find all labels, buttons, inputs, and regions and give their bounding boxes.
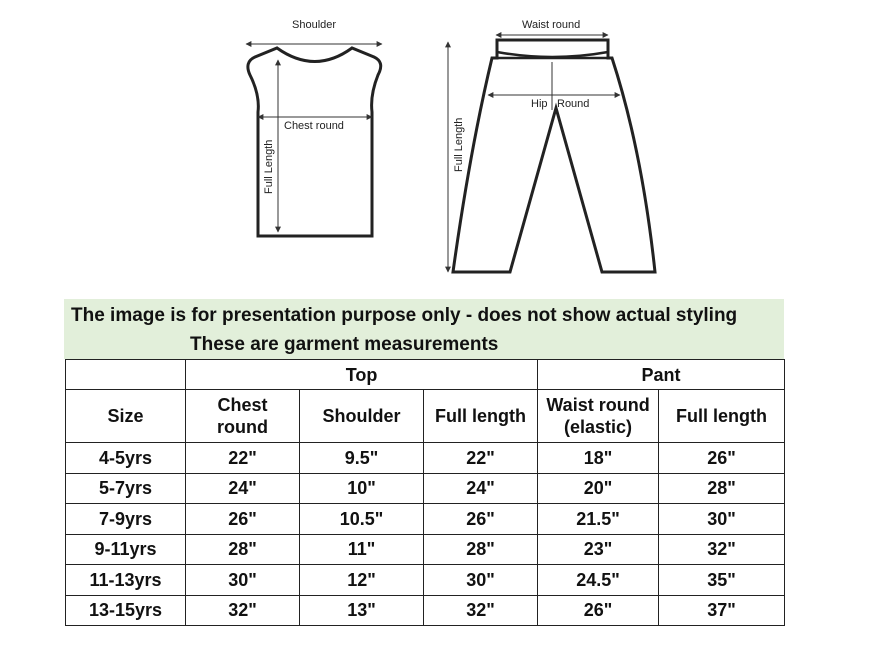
top-length-cell: 26": [424, 504, 538, 535]
waist-header-line1: Waist round: [546, 395, 650, 415]
pant-length-cell: 35": [659, 565, 785, 596]
presentation-notice: The image is for presentation purpose only - does not show actual styling: [71, 305, 738, 326]
round-label: Round: [557, 98, 590, 110]
garment-diagram: [0, 0, 882, 290]
size-chart-table: [65, 359, 785, 626]
pant-outline: [453, 40, 655, 272]
pant-length-cell: 26": [659, 443, 785, 474]
pant-length-cell: 30": [659, 504, 785, 535]
table-row: [66, 595, 785, 626]
waist-cell: 20": [538, 473, 659, 504]
shoulder-cell: 9.5": [300, 443, 424, 474]
top-length-cell: 22": [424, 443, 538, 474]
pant-length-cell: 37": [659, 595, 785, 626]
chest-round-label: Chest round: [284, 120, 344, 132]
chest-header-line2: round: [217, 417, 268, 437]
waist-cell: 18": [538, 443, 659, 474]
chest-cell: 22": [186, 443, 300, 474]
table-row: [66, 504, 785, 535]
pant-full-length-header: Full length: [659, 390, 785, 443]
chest-cell: 32": [186, 595, 300, 626]
top-length-cell: 30": [424, 565, 538, 596]
shoulder-cell: 11": [300, 534, 424, 565]
group-header-row: [66, 360, 785, 390]
waist-cell: 24.5": [538, 565, 659, 596]
table-row: [66, 565, 785, 596]
shoulder-header: Shoulder: [300, 390, 424, 443]
shoulder-cell: 13": [300, 595, 424, 626]
shoulder-cell: 10.5": [300, 504, 424, 535]
top-length-cell: 32": [424, 595, 538, 626]
waist-cell: 26": [538, 595, 659, 626]
size-cell: 9-11yrs: [66, 534, 186, 565]
waist-header-line2: (elastic): [564, 417, 633, 437]
hip-label: Hip: [531, 98, 548, 110]
empty-corner-cell: [66, 360, 186, 390]
chest-cell: 30": [186, 565, 300, 596]
top-full-length-label: Full Length: [263, 139, 275, 194]
shoulder-cell: 10": [300, 473, 424, 504]
waist-round-header: [538, 390, 659, 443]
chest-cell: 26": [186, 504, 300, 535]
waist-cell: 23": [538, 534, 659, 565]
size-cell: 13-15yrs: [66, 595, 186, 626]
notice-banner: [64, 299, 784, 359]
top-length-cell: 28": [424, 534, 538, 565]
size-cell: 11-13yrs: [66, 565, 186, 596]
chest-round-header: [186, 390, 300, 443]
top-group-header: Top: [186, 360, 538, 390]
column-header-row: [66, 390, 785, 443]
table-row: [66, 443, 785, 474]
size-cell: 7-9yrs: [66, 504, 186, 535]
chest-header-line1: Chest: [217, 395, 268, 415]
table-row: [66, 473, 785, 504]
pant-waistband: [497, 52, 608, 57]
chest-cell: 28": [186, 534, 300, 565]
pant-full-length-label: Full Length: [453, 117, 465, 172]
shoulder-cell: 12": [300, 565, 424, 596]
top-length-cell: 24": [424, 473, 538, 504]
shoulder-label: Shoulder: [292, 19, 337, 31]
waist-cell: 21.5": [538, 504, 659, 535]
chest-cell: 24": [186, 473, 300, 504]
pant-group-header: Pant: [538, 360, 785, 390]
size-cell: 5-7yrs: [66, 473, 186, 504]
size-cell: 4-5yrs: [66, 443, 186, 474]
table-row: [66, 534, 785, 565]
waist-round-label: Waist round: [522, 19, 581, 31]
size-header: Size: [66, 390, 186, 443]
pant-length-cell: 28": [659, 473, 785, 504]
pant-length-cell: 32": [659, 534, 785, 565]
measurement-notice: These are garment measurements: [190, 334, 499, 355]
top-full-length-header: Full length: [424, 390, 538, 443]
